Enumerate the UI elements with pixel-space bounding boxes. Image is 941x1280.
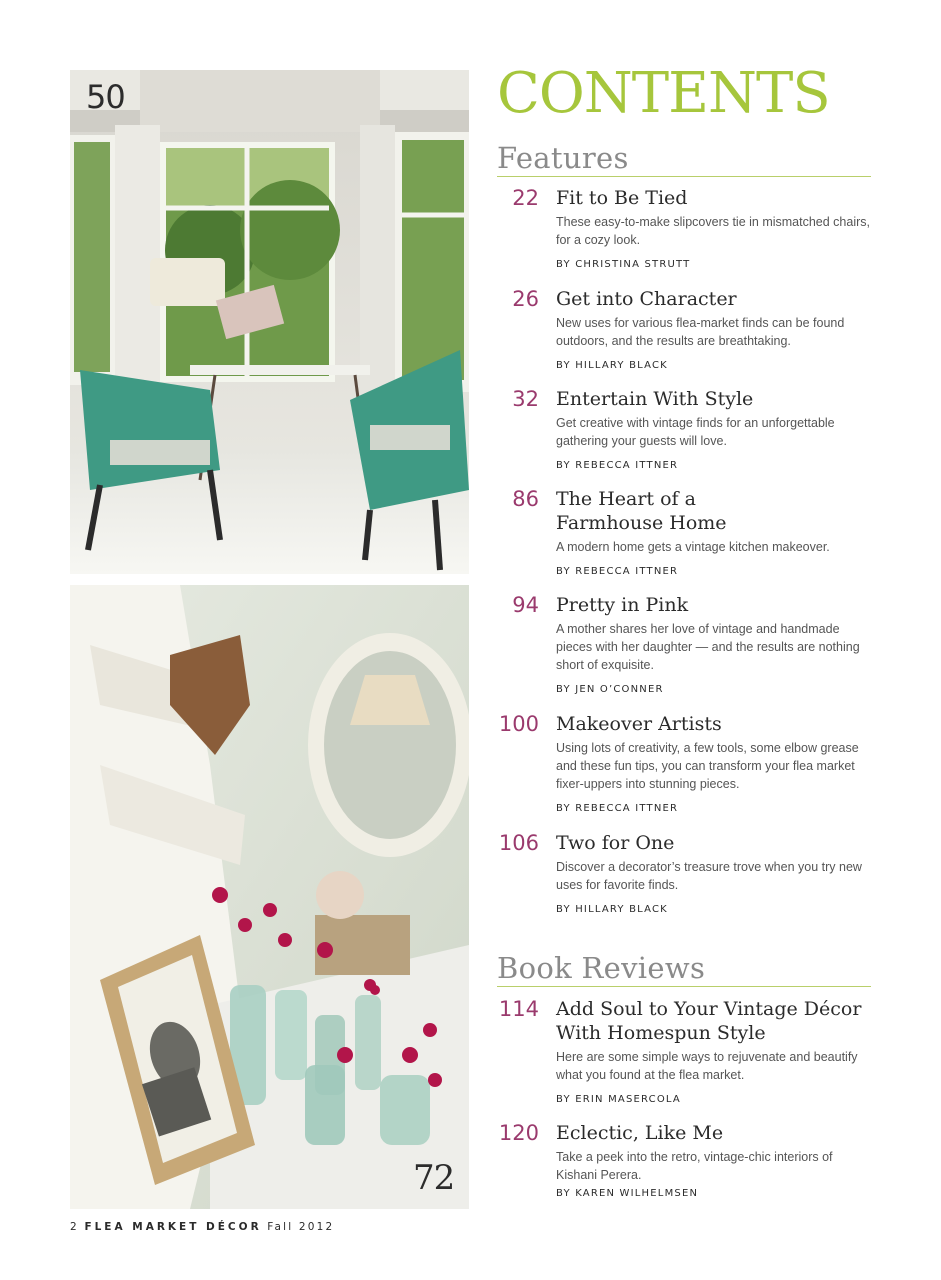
entry-page-number: 26 — [512, 287, 539, 311]
entry-title: Makeover Artists — [556, 713, 722, 735]
footer-page-number: 2 — [70, 1221, 79, 1233]
entry-byline: BY CHRISTINA STRUTT — [556, 259, 691, 270]
entry-byline: BY ERIN MASERCOLA — [556, 1094, 681, 1105]
entry-page-number: 22 — [512, 186, 539, 210]
entry-page-number: 120 — [498, 1121, 539, 1145]
entry-page-number: 86 — [512, 487, 539, 511]
entry-byline: BY JEN O’CONNER — [556, 684, 664, 695]
entry-title: Fit to Be Tied — [556, 187, 688, 209]
entry-title: Eclectic, Like Me — [556, 1122, 724, 1144]
footer-issue: Fall 2012 — [267, 1221, 335, 1233]
photo-page-ref-top: 50 — [86, 78, 125, 116]
entry-page-number: 100 — [498, 712, 539, 736]
entry-description: Using lots of creativity, a few tools, some elbow grease and these fun tips, you can transform your flea market fixer-uppers into stunning pieces. — [556, 741, 859, 791]
entry-title: Entertain With Style — [556, 388, 754, 410]
entry-title: Add Soul to Your Vintage Décor With Homespun Style — [556, 998, 862, 1044]
entry-byline: BY HILLARY BLACK — [556, 360, 668, 371]
photo-bay-window — [70, 70, 469, 574]
book-reviews-heading: Book Reviews — [497, 954, 871, 987]
entry-page-number: 106 — [498, 831, 539, 855]
entry-byline: BY REBECCA ITTNER — [556, 566, 679, 577]
contents-title: CONTENTS — [497, 61, 830, 126]
entry-page-number: 114 — [498, 997, 539, 1021]
entry-byline: BY REBECCA ITTNER — [556, 803, 679, 814]
entry-byline: BY REBECCA ITTNER — [556, 460, 679, 471]
entry-byline: BY HILLARY BLACK — [556, 904, 668, 915]
features-heading: Features — [497, 144, 871, 177]
entry-description: New uses for various flea-market finds can be found outdoors, and the results are breathtaking. — [556, 316, 845, 348]
entry-description: Here are some simple ways to rejuvenate and beautify what you found at the flea market. — [556, 1050, 858, 1082]
entry-title: Two for One — [556, 832, 675, 854]
entry-byline: BY KAREN WILHELMSEN — [556, 1188, 699, 1199]
entry-description: Get creative with vintage finds for an unforgettable gathering your guests will love. — [556, 416, 835, 448]
entry-page-number: 94 — [512, 593, 539, 617]
entry-description: A modern home gets a vintage kitchen makeover. — [556, 540, 830, 554]
entry-title: Pretty in Pink — [556, 594, 689, 616]
entry-title: Get into Character — [556, 288, 737, 310]
entry-description: Discover a decorator’s treasure trove when you try new uses for favorite finds. — [556, 860, 862, 892]
entry-title: The Heart of a Farmhouse Home — [556, 488, 727, 534]
entry-description: These easy-to-make slipcovers tie in mismatched chairs, for a cozy look. — [556, 215, 871, 247]
entry-description: A mother shares her love of vintage and handmade pieces with her daughter — and the results are nothing short of exquisite. — [556, 622, 860, 672]
entry-description: Take a peek into the retro, vintage-chic interiors of Kishani Perera. — [556, 1150, 833, 1182]
entry-page-number: 32 — [512, 387, 539, 411]
page-footer — [70, 1221, 334, 1233]
photo-page-ref-bottom: 72 — [413, 1158, 455, 1198]
footer-magazine-name: FLEA MARKET DÉCOR — [84, 1221, 262, 1233]
photo-vintage-vignette — [70, 585, 469, 1209]
